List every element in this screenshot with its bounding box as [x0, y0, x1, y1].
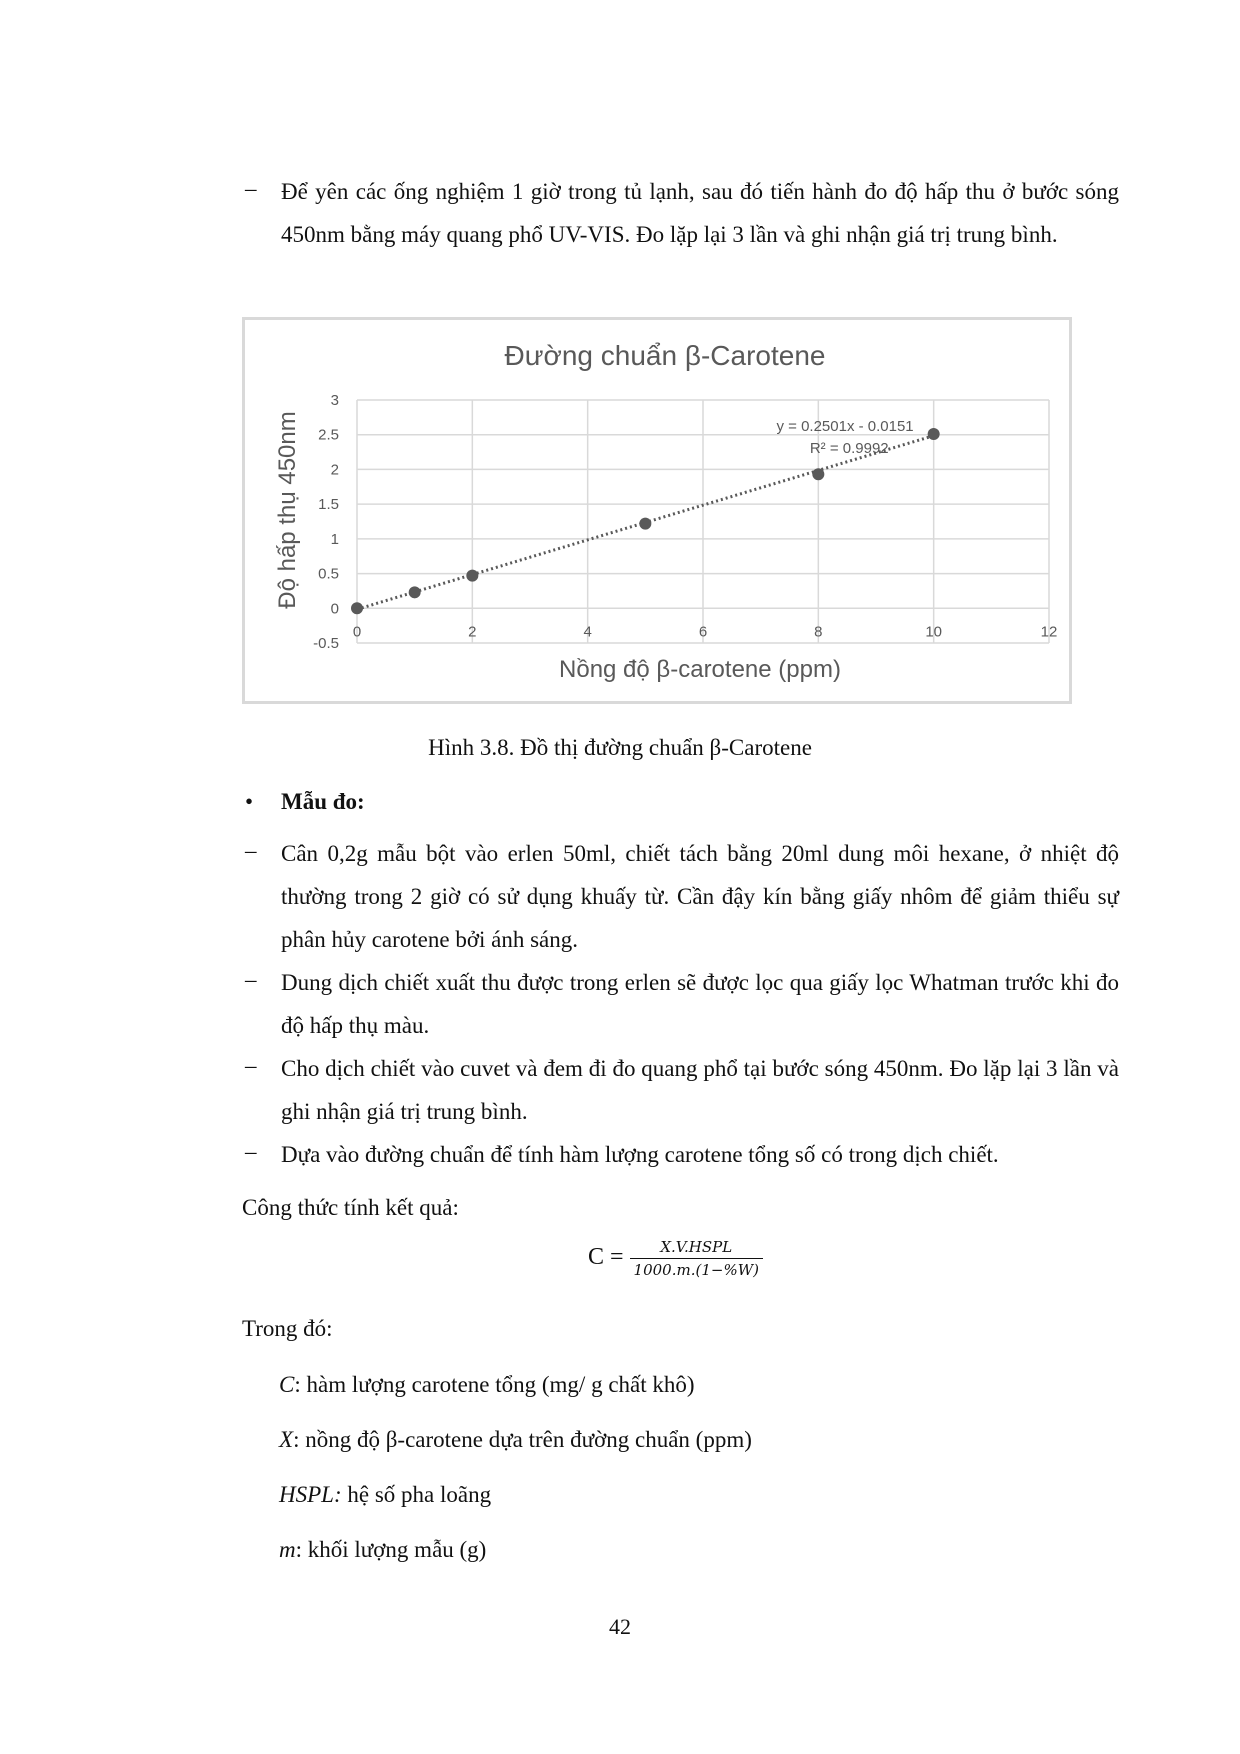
step-item: Cho dịch chiết vào cuvet và đem đi đo quang phổ tại bước sóng 450nm. Đo lặp lại 3 lần và ghi nhận giá trị trung bình.: [281, 1056, 1119, 1124]
x-tick-label: 0: [352, 623, 362, 641]
x-tick-label: 2: [468, 623, 477, 641]
intro-paragraph: Để yên các ống nghiệm 1 giờ trong tủ lạnh, sau đó tiến hành đo độ hấp thu ở bước sóng 450nm bằng máy quang phổ UV-VIS. Đo lặp lại 3 lần và ghi nhận giá trị trung bình.: [281, 179, 1119, 247]
x-tick-label: 6: [698, 623, 708, 641]
y-axis-label: Độ hấp thụ 450nm: [274, 411, 301, 609]
list-dash: –: [245, 967, 257, 992]
variable-definition: [279, 1482, 491, 1508]
calibration-chart: [242, 317, 1072, 704]
variable-symbol: X: [279, 1427, 294, 1452]
chart-title: Đường chuẩn β-Carotene: [504, 340, 826, 371]
variable-description: hệ số pha loãng: [341, 1482, 492, 1507]
step-item: Dung dịch chiết xuất thu được trong erlen sẽ được lọc qua giấy lọc Whatman trước khi đo độ hấp thụ màu.: [281, 970, 1119, 1038]
x-tick-label: 4: [583, 623, 592, 641]
formula: [588, 1238, 763, 1279]
variable-symbol: C: [279, 1372, 295, 1397]
figure-caption: Hình 3.8. Đồ thị đường chuẩn β-Carotene: [428, 735, 812, 760]
r-squared: R² = 0.9992: [809, 440, 889, 458]
x-tick-label: 10: [925, 623, 943, 641]
variable-description: : hàm lượng carotene tổng (mg/ g chất khô): [294, 1372, 695, 1397]
list-dash: –: [245, 176, 257, 201]
y-tick-label: 1: [330, 530, 339, 548]
y-tick-label: -0.5: [313, 635, 339, 652]
data-point: [812, 468, 824, 480]
y-tick-label: 0: [330, 600, 339, 618]
variable-definition: [279, 1372, 695, 1398]
data-point: [928, 428, 940, 440]
variable-definition: [279, 1427, 752, 1453]
y-tick-label: 2: [330, 461, 339, 479]
data-point: [351, 602, 363, 614]
y-tick-label: 3: [330, 392, 339, 409]
y-tick-label: 0.5: [318, 565, 339, 583]
formula-lhs: C =: [588, 1244, 624, 1271]
data-point: [639, 518, 651, 530]
step-item: Cân 0,2g mẫu bột vào erlen 50ml, chiết tách bằng 20ml dung môi hexane, ở nhiệt độ thường trong 2 giờ có sử dụng khuấy từ. Cần đậy kín bằng giấy nhôm để giảm thiểu sự phân hủy carotene bởi ánh sáng.: [281, 841, 1119, 952]
chart-svg: [245, 320, 1069, 701]
section-bullet: •: [245, 789, 254, 814]
x-axis-ticks: [353, 623, 1058, 640]
list-dash: –: [245, 1053, 257, 1078]
chart-gridlines: [357, 400, 1049, 643]
variable-description: : nồng độ β-carotene dựa trên đường chuẩn (ppm): [293, 1427, 752, 1452]
section-heading: Mẫu đo:: [281, 789, 365, 814]
data-point: [409, 586, 421, 598]
variable-definition: [279, 1537, 486, 1563]
x-tick-label: 8: [814, 623, 823, 641]
variable-description: : khối lượng mẫu (g): [295, 1537, 487, 1562]
formula-intro: Công thức tính kết quả:: [242, 1195, 459, 1220]
formula-fraction: [630, 1238, 763, 1279]
y-tick-label: 1.5: [318, 496, 339, 514]
list-dash: –: [245, 838, 257, 863]
trendline-equation: y = 0.2501x - 0.0151: [776, 418, 914, 436]
where-label: Trong đó:: [242, 1316, 333, 1341]
variable-symbol: HSPL:: [279, 1482, 342, 1507]
formula-denominator: 1000.m.(1−%W): [633, 1261, 759, 1279]
y-tick-label: 2.5: [318, 426, 339, 444]
page-number: 42: [609, 1614, 631, 1639]
formula-numerator: X.V.HSPL: [630, 1238, 763, 1259]
x-tick-label: 12: [1040, 623, 1058, 641]
y-axis-ticks: [313, 392, 339, 652]
list-dash: –: [245, 1139, 257, 1164]
data-point: [466, 570, 478, 582]
x-axis-label: Nồng độ β-carotene (ppm): [559, 656, 841, 683]
step-item: Dựa vào đường chuẩn để tính hàm lượng carotene tổng số có trong dịch chiết.: [281, 1142, 999, 1167]
variable-symbol: m: [279, 1537, 296, 1562]
